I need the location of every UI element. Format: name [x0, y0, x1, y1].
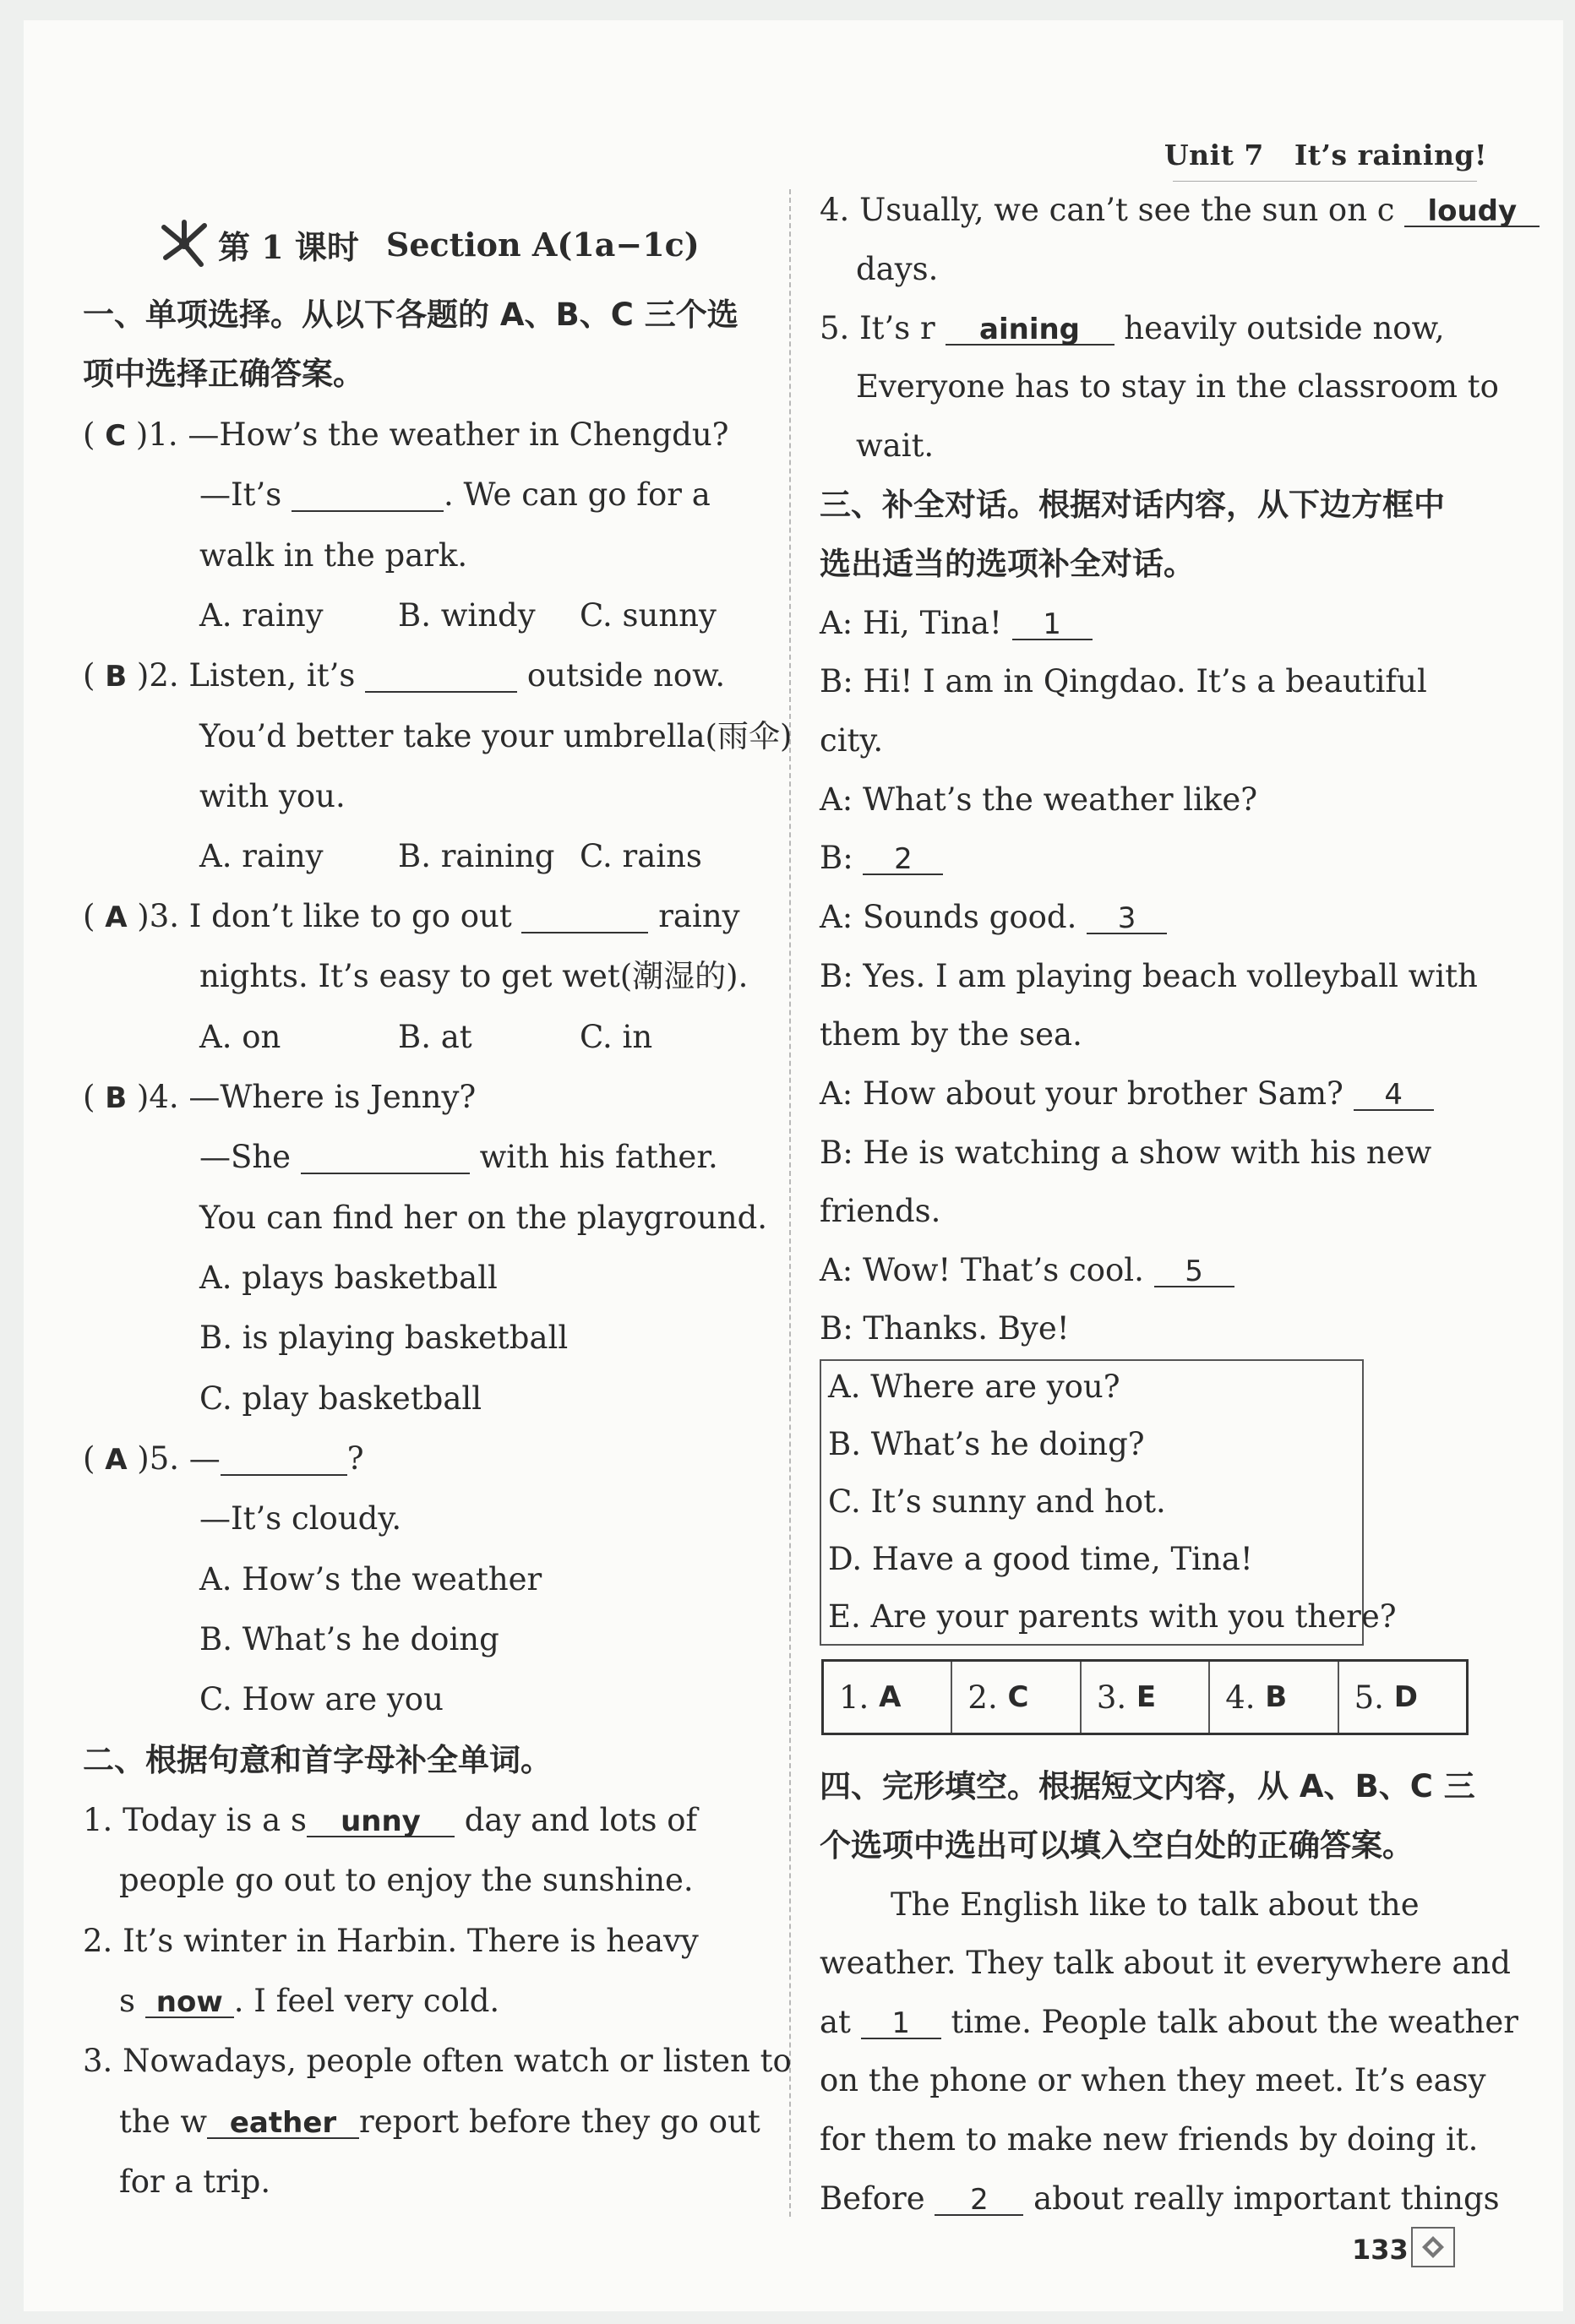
q5-option-c: C. How are you [199, 1681, 444, 1717]
fill-5-line3: wait. [856, 427, 935, 464]
header-rule [1173, 181, 1477, 182]
fill-3-line3: for a trip. [119, 2163, 271, 2200]
q4-line2: —She with his father. [199, 1139, 718, 1175]
q2-option-c: C. rains [580, 838, 702, 874]
q2-option-a: A. rainy [199, 838, 324, 874]
dialog-blank-1: 1 [1012, 610, 1093, 640]
passage-blank-2: 2 [935, 2185, 1023, 2216]
passage-line-3: at 1 time. People talk about the weather [820, 2004, 1518, 2040]
q2-line3: with you. [199, 778, 346, 814]
passage-line-2: weather. They talk about it everywhere and [820, 1945, 1511, 1981]
q1-option-b: B. windy [398, 597, 536, 634]
fill-1: 1. Today is a s unny day and lots of [83, 1802, 698, 1838]
q1-answer: C [105, 419, 127, 453]
fill-3: 3. Nowadays, people often watch or listen to [83, 2043, 792, 2079]
q3-option-b: B. at [398, 1019, 472, 1055]
q5-option-a: A. How’s the weather [199, 1561, 542, 1597]
q2-answer: B [105, 660, 128, 694]
passage-blank-1: 1 [861, 2009, 941, 2039]
q5-blank [221, 1443, 347, 1476]
q4-option-b: B. is playing basketball [199, 1320, 569, 1356]
dialog-line-6b: them by the sea. [820, 1016, 1082, 1053]
dialog-line-8b: friends. [820, 1193, 941, 1229]
diamond-icon [1411, 2227, 1455, 2267]
options-box [820, 1359, 1397, 1646]
q1-blank [292, 479, 444, 512]
part3-heading-2: 选出适当的选项补全对话。 [820, 546, 1195, 582]
fill-1-line2: people go out to enjoy the sunshine. [119, 1862, 694, 1898]
answer-cell: 3. E [1082, 1662, 1210, 1733]
q1-line3: walk in the park. [199, 537, 468, 574]
q2-blank [365, 660, 517, 693]
answer-cell: 1. A [824, 1662, 952, 1733]
dialog-line-9: A: Wow! That’s cool. 5 [820, 1255, 1234, 1287]
fill-5-blank: aining [946, 313, 1114, 346]
dialog-blank-2: 2 [863, 845, 943, 875]
q2-option-b: B. raining [398, 838, 555, 874]
q5-answer: A [105, 1443, 128, 1477]
q3-option-a: A. on [199, 1019, 281, 1055]
q3-stem: ( A )3. I don’t like to go out rainy [83, 898, 740, 934]
q3-answer: A [105, 901, 128, 934]
q2-line2: You’d better take your umbrella(雨伞) [199, 718, 793, 754]
lesson-badge: 第 1 课时 [218, 227, 359, 266]
dialog-line-7: A: How about your brother Sam? 4 [820, 1078, 1434, 1111]
q4-option-a: A. plays basketball [199, 1260, 498, 1296]
q1-stem: ( C )1. —How’s the weather in Chengdu? [83, 416, 729, 453]
part1-heading: 一、单项选择。从以下各题的 A、B、C 三个选 [83, 297, 738, 333]
workbook-page [24, 20, 1563, 2311]
answer-table [821, 1659, 1469, 1735]
q1-line2: —It’s . We can go for a [199, 476, 711, 513]
fill-5-line2: Everyone has to stay in the classroom to [856, 368, 1499, 405]
page-number: 133 [1352, 2234, 1409, 2266]
passage-line-6: Before 2 about really important things [820, 2180, 1500, 2217]
dialog-line-1: A: Hi, Tina! 1 [820, 607, 1093, 640]
dialog-line-6: B: Yes. I am playing beach volleyball with [820, 958, 1478, 994]
option-a: A. Where are you? [828, 1369, 1120, 1405]
q1-option-c: C. sunny [580, 597, 717, 634]
part4-heading: 四、完形填空。根据短文内容，从 A、B、C 三 [820, 1768, 1475, 1804]
fill-2: 2. It’s winter in Harbin. There is heavy [83, 1923, 699, 1959]
dialog-blank-3: 3 [1087, 904, 1167, 934]
dialog-blank-5: 5 [1154, 1257, 1234, 1287]
dialog-line-4: B: 2 [820, 842, 943, 875]
q5-line2: —It’s cloudy. [199, 1500, 402, 1537]
dialog-line-10: B: Thanks. Bye! [820, 1310, 1070, 1347]
column-divider [789, 189, 791, 2217]
passage-line-1: The English like to talk about the [891, 1886, 1420, 1923]
q2-stem: ( B )2. Listen, it’s outside now. [83, 657, 726, 694]
fill-1-blank: unny [307, 1804, 455, 1837]
answer-cell: 5. D [1354, 1679, 1418, 1716]
fill-2-blank: now [145, 1985, 234, 2018]
answer-cell: 2. C [952, 1662, 1081, 1733]
answer-cell: 4. B [1210, 1662, 1338, 1733]
option-b: B. What’s he doing? [828, 1426, 1145, 1462]
part1-heading-2: 项中选择正确答案。 [83, 356, 364, 392]
passage-line-5: for them to make new friends by doing it. [820, 2121, 1479, 2158]
option-c: C. It’s sunny and hot. [828, 1483, 1166, 1520]
q4-blank [301, 1141, 470, 1174]
lesson-section: Section A(1a−1c) [385, 225, 700, 264]
q5-stem: ( A )5. — ? [83, 1440, 364, 1477]
option-d: D. Have a good time, Tina! [828, 1541, 1253, 1577]
dialog-line-8: B: He is watching a show with his new [820, 1135, 1432, 1171]
part4-heading-2: 个选项中选出可以填入空白处的正确答案。 [820, 1827, 1414, 1864]
fill-4-blank: loudy [1404, 194, 1540, 227]
q3-line2: nights. It’s easy to get wet(潮湿的). [199, 958, 749, 994]
part2-heading: 二、根据句意和首字母补全单词。 [83, 1742, 552, 1778]
dialog-line-2: B: Hi! I am in Qingdao. It’s a beautiful [820, 663, 1427, 699]
q1-option-a: A. rainy [199, 597, 324, 634]
q3-option-c: C. in [580, 1019, 653, 1055]
lesson-title [159, 215, 700, 274]
q4-answer: B [105, 1081, 128, 1115]
dialog-blank-4: 4 [1354, 1080, 1434, 1111]
q3-blank [521, 901, 648, 933]
q4-line3: You can find her on the playground. [199, 1200, 768, 1236]
passage-line-4: on the phone or when they meet. It’s easy [820, 2062, 1486, 2098]
leaf-icon [159, 219, 210, 269]
q4-option-c: C. play basketball [199, 1380, 482, 1417]
dialog-line-5: A: Sounds good. 3 [820, 901, 1167, 934]
fill-3-blank: eather [207, 2106, 359, 2139]
dialog-line-3: A: What’s the weather like? [820, 781, 1258, 818]
q4-stem: ( B )4. —Where is Jenny? [83, 1079, 477, 1115]
fill-4: 4. Usually, we can’t see the sun on c loudy [820, 194, 1540, 227]
dialog-line-2b: city. [820, 722, 884, 759]
fill-5: 5. It’s r aining heavily outside now, [820, 310, 1445, 346]
part3-heading: 三、补全对话。根据对话内容，从下边方框中 [820, 487, 1445, 523]
fill-3-line2: the w eather report before they go out [119, 2104, 760, 2140]
running-head: Unit 7 It’s raining! [1164, 139, 1487, 171]
q5-option-b: B. What’s he doing [199, 1621, 499, 1657]
fill-2-line2: s now . I feel very cold. [119, 1983, 500, 2019]
option-e: E. Are your parents with you there? [828, 1598, 1397, 1635]
fill-4-line2: days. [856, 251, 939, 287]
